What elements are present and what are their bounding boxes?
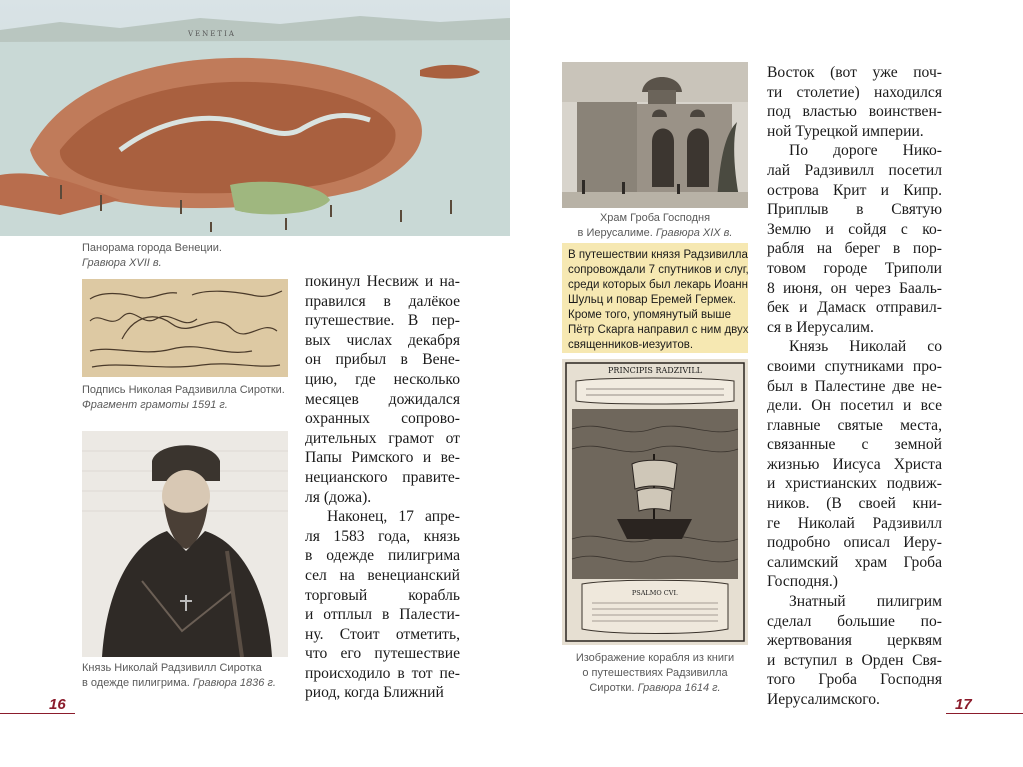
- note-line-5: Кроме того, упомянутый выше: [568, 309, 732, 321]
- venice-panorama-image: [0, 0, 510, 236]
- note-line-7: священников-иезуитов.: [568, 339, 694, 351]
- right-text-line-10: рабля на берег в пор-: [767, 240, 942, 258]
- signature-caption-line2: Фрагмент грамоты 1591 г.: [82, 399, 228, 411]
- signature-caption-line1: Подпись Николая Радзивилла Сиротки.: [82, 384, 285, 396]
- right-text-line-9: Землю и сойдя с ко-: [767, 220, 942, 238]
- ship-engraving-psalm: PSALMO CVI.: [631, 589, 679, 597]
- left-text-line-2: правился в далёкое: [305, 292, 460, 310]
- venice-caption-line2: Гравюра XVII в.: [82, 257, 162, 269]
- right-text-line-18: дели. Он посетил и все: [767, 397, 942, 415]
- portrait-caption: [82, 661, 322, 691]
- church-image: [562, 62, 748, 208]
- ship-engraving-header: PRINCIPIS RADZIVILL: [608, 366, 702, 375]
- right-text-line-7: острова Крит и Кипр.: [767, 181, 942, 199]
- right-text-line-11: товом городе Триполи: [767, 259, 942, 277]
- left-text-line-11: нецианского правите-: [305, 468, 460, 486]
- info-note: [562, 243, 748, 353]
- right-text-line-4: ной Турецкой империи.: [767, 122, 924, 140]
- right-text-line-1: Восток (вот уже поч-: [767, 64, 942, 81]
- right-text-line-33: Иерусалимского.: [767, 691, 880, 708]
- right-body-text: [767, 63, 942, 710]
- right-text-line-5: По дороге Нико-: [789, 142, 942, 160]
- right-text-line-19: главные святые места,: [767, 416, 942, 434]
- venice-label: VENETIA: [188, 30, 236, 38]
- note-line-4: Шульц и повар Еремей Гермек.: [568, 294, 736, 306]
- note-line-6: Пётр Скарга направил с ним двух: [568, 324, 749, 336]
- right-text-line-20: связанные с земной: [767, 436, 942, 454]
- right-text-line-26: салимский храм Гроба: [767, 553, 942, 571]
- right-text-line-31: и вступил в Орден Свя-: [767, 651, 942, 669]
- signature-image: [82, 279, 288, 377]
- portrait-image: [82, 431, 288, 657]
- left-text-line-13: Наконец, 17 апре-: [327, 508, 460, 526]
- church-caption-line2b: Гравюра XIX в.: [655, 227, 733, 239]
- right-text-line-27: Господня.): [767, 573, 838, 591]
- right-footer-rule: [946, 713, 1023, 714]
- left-text-line-14: ля 1583 года, князь: [305, 527, 460, 545]
- left-text-line-17: торговый корабль: [305, 586, 460, 604]
- right-text-line-28: Знатный пилигрим: [789, 593, 942, 611]
- left-text-line-21: происходило в тот пе-: [305, 664, 460, 682]
- right-text-line-30: жертвования церквям: [767, 632, 942, 650]
- right-text-line-16: своими спутниками про-: [767, 357, 942, 375]
- left-text-line-7: месяцев дожидался: [305, 390, 460, 408]
- portrait-caption-line2b: Гравюра 1836 г.: [192, 677, 276, 689]
- ship-caption-line3b: Гравюра 1614 г.: [637, 682, 721, 694]
- venice-caption-line1: Панорама города Венеции.: [82, 242, 222, 254]
- right-text-line-17: был в Палестине две не-: [767, 377, 942, 395]
- right-text-line-13: бек и Дамаск отправил-: [767, 299, 942, 317]
- left-text-line-19: ну. Стоит отметить,: [305, 625, 460, 643]
- portrait-caption-line2a: в одежде пилигрима.: [82, 677, 190, 689]
- church-caption-line2a: в Иерусалиме.: [577, 227, 653, 239]
- left-text-line-20: что его путешествие: [305, 645, 460, 663]
- right-text-line-32: того Гроба Господня: [767, 671, 942, 689]
- page-number-right: 17: [955, 696, 972, 713]
- right-text-line-3: под властью воинствен-: [767, 103, 942, 121]
- note-line-1: В путешествии князя Радзивилла: [568, 249, 748, 261]
- left-body-text: [305, 272, 460, 703]
- left-text-line-5: он прибыл в Вене-: [305, 351, 460, 369]
- ship-caption: [562, 651, 748, 696]
- ship-caption-line3a: Сиротки.: [589, 682, 635, 694]
- right-text-line-14: ся в Иерусалим.: [767, 318, 874, 336]
- right-text-line-24: ге Николай Радзивилл: [767, 514, 942, 532]
- right-text-line-21: жизнью Иисуса Христа: [767, 455, 942, 473]
- venice-caption: [82, 241, 322, 271]
- note-line-2: сопровождали 7 спутников и слуг,: [568, 264, 749, 276]
- right-text-line-22: и христианских подвиж-: [767, 475, 942, 493]
- ship-engraving-image: [562, 359, 748, 645]
- signature-caption: [82, 383, 322, 413]
- left-text-line-9: дительных грамот от: [305, 429, 460, 447]
- right-text-line-2: ти столетие) находился: [767, 83, 942, 101]
- right-text-line-8: Приплыв в Святую: [767, 201, 942, 219]
- left-text-line-6: цию, где несколько: [305, 370, 460, 388]
- ship-caption-line1: Изображение корабля из книги: [575, 652, 735, 664]
- right-text-line-25: подробно описал Иеру-: [767, 534, 942, 552]
- note-line-3: среди которых был лекарь Иоанн: [568, 279, 748, 291]
- left-text-line-16: сел на венецианский: [305, 566, 460, 584]
- right-text-line-23: ников. (В своей кни-: [767, 495, 942, 513]
- right-text-line-6: лай Радзивилл посетил: [767, 161, 942, 179]
- portrait-caption-line1: Князь Николай Радзивилл Сиротка: [82, 662, 262, 674]
- right-text-line-29: сделал большие по-: [767, 612, 942, 630]
- left-text-line-10: Папы Римского и ве-: [305, 449, 460, 467]
- left-text-line-1: покинул Несвиж и на-: [305, 273, 460, 290]
- ship-caption-line2: о путешествиях Радзивилла: [582, 667, 728, 679]
- left-text-line-22: риод, когда Ближний: [305, 684, 444, 702]
- left-text-line-8: охранных сопрово-: [305, 410, 460, 428]
- left-text-line-3: путешествие. В пер-: [305, 312, 460, 330]
- right-text-line-15: Князь Николай со: [789, 338, 942, 356]
- church-caption-line1: Храм Гроба Господня: [599, 212, 711, 224]
- church-caption: [562, 211, 748, 241]
- left-text-line-4: вых числах декабря: [305, 331, 460, 349]
- left-text-line-15: в одежде пилигрима: [305, 547, 460, 565]
- left-text-line-18: и отплыл в Палести-: [305, 606, 460, 624]
- right-text-line-12: 8 июня, он через Бааль-: [767, 279, 942, 297]
- left-text-line-12: ля (дожа).: [305, 488, 372, 506]
- left-footer-rule: [0, 713, 75, 714]
- page-number-left: 16: [49, 696, 66, 713]
